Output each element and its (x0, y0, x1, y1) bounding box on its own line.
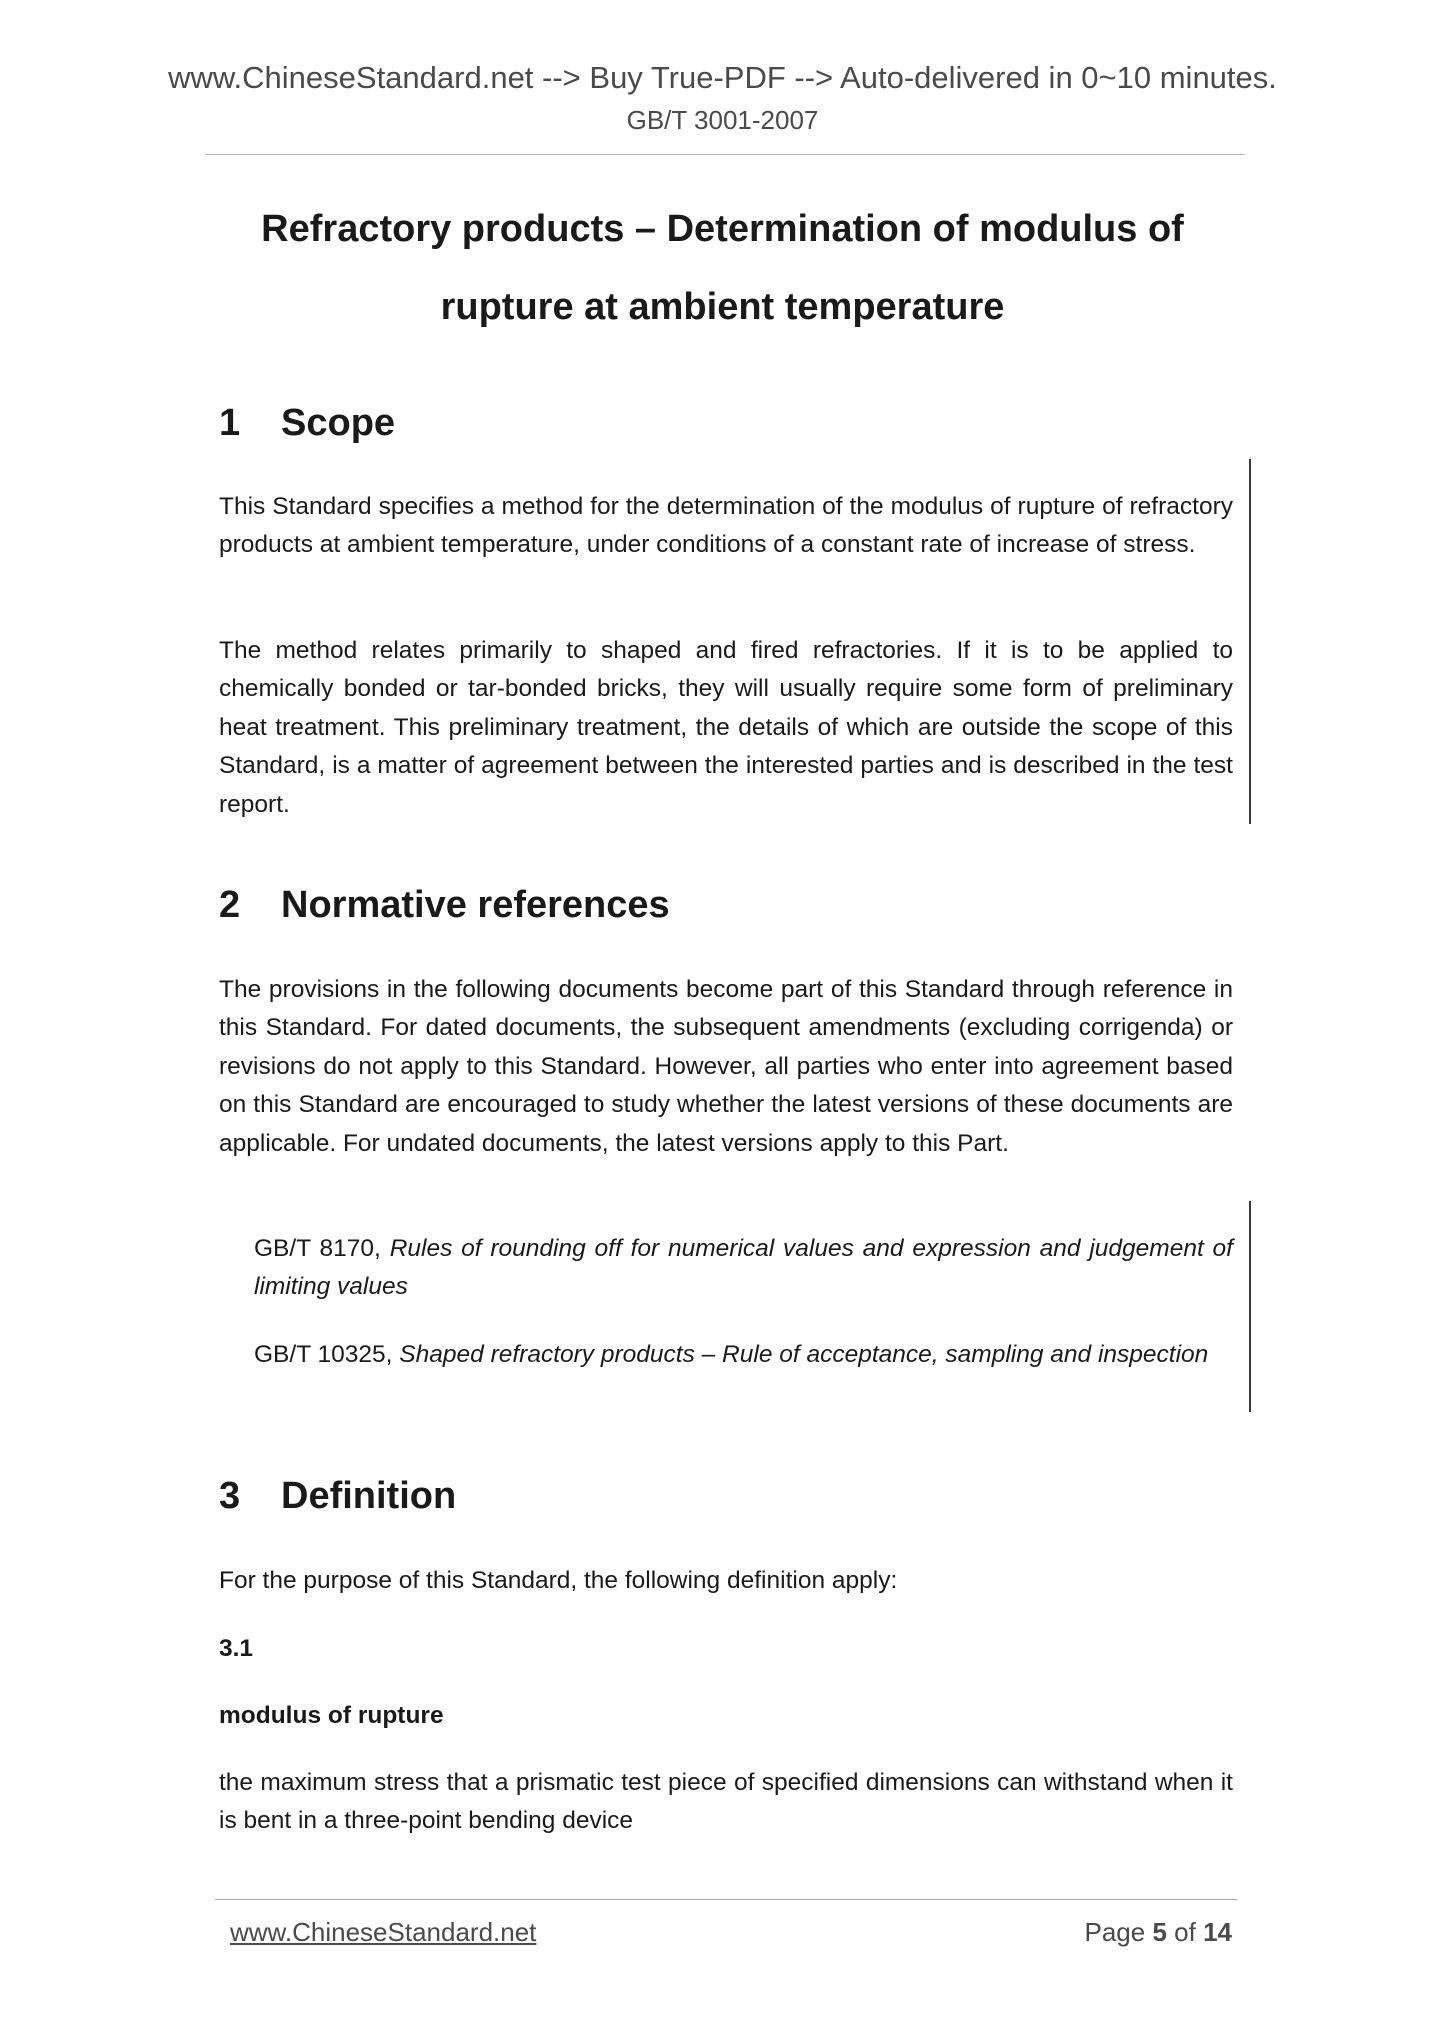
reference-title: Rules of rounding off for numerical values and expression and judgement of limiting values (254, 1235, 1233, 1301)
page-current: 5 (1152, 1917, 1167, 1947)
page-label: Page (1084, 1917, 1146, 1947)
document-title (200, 190, 1245, 346)
reference-item (254, 1336, 1233, 1374)
page-of: of (1174, 1917, 1196, 1947)
term-name: modulus of rupture (219, 1702, 444, 1729)
title-line-2: rupture at ambient temperature (440, 286, 1005, 328)
section-number: 2 (219, 884, 241, 926)
section-heading-scope (219, 399, 395, 447)
reference-code: GB/T 10325, (254, 1341, 393, 1368)
term-definition: the maximum stress that a prismatic test piece of specified dimensions can withstand when it is bent in a three-point bending device (219, 1769, 1233, 1835)
section-heading-definition (219, 1472, 456, 1520)
normative-paragraph: The provisions in the following documents become part of this Standard through reference in this Standard. For dated documents, the subsequent amendments (excluding corrigenda) or revisions do not apply to this Standard. However, all parties who enter into agreement based on this Standard are encouraged to study whether the latest versions of these documents are applicable. For undated documents, the latest versions apply to this Part. (219, 976, 1233, 1157)
page-indicator (1084, 1915, 1232, 1949)
page-total: 14 (1203, 1917, 1232, 1947)
definition-intro: For the purpose of this Standard, the following definition apply: (219, 1567, 898, 1594)
header-banner: www.ChineseStandard.net --> Buy True-PDF --> Auto-delivered in 0~10 minutes. (168, 60, 1277, 95)
header-standard-number: GB/T 3001-2007 (626, 105, 819, 135)
title-line-1: Refractory products – Determination of modulus of (261, 208, 1184, 250)
footer-divider (215, 1899, 1237, 1900)
reference-title: Shaped refractory products – Rule of acceptance, sampling and inspection (399, 1341, 1209, 1368)
reference-item (254, 1230, 1233, 1307)
section-number: 1 (219, 402, 241, 444)
section-title: Definition (281, 1475, 457, 1517)
section-heading-normative-references (219, 881, 670, 929)
scope-paragraph-2: The method relates primarily to shaped and fired refractories. If it is to be applied to chemically bonded or tar-bonded bricks, they will usually require some form of preliminary heat treatment. This preliminary treatment, the details of which are outside the scope of this Standard, is a matter of agreement between the interested parties and is described in the test report. (219, 637, 1233, 818)
term-number: 3.1 (219, 1635, 254, 1662)
revision-bar (1249, 459, 1251, 824)
reference-code: GB/T 8170, (254, 1235, 381, 1262)
revision-bar (1249, 1201, 1251, 1412)
footer-website-link[interactable]: www.ChineseStandard.net (230, 1917, 537, 1947)
scope-paragraph-1: This Standard specifies a method for the determination of the modulus of rupture of refractory products at ambient temperature, under conditions of a constant rate of increase of stress. (219, 493, 1233, 559)
header-divider (205, 154, 1245, 155)
section-title: Scope (281, 402, 396, 444)
section-number: 3 (219, 1475, 241, 1517)
section-title: Normative references (281, 884, 670, 926)
